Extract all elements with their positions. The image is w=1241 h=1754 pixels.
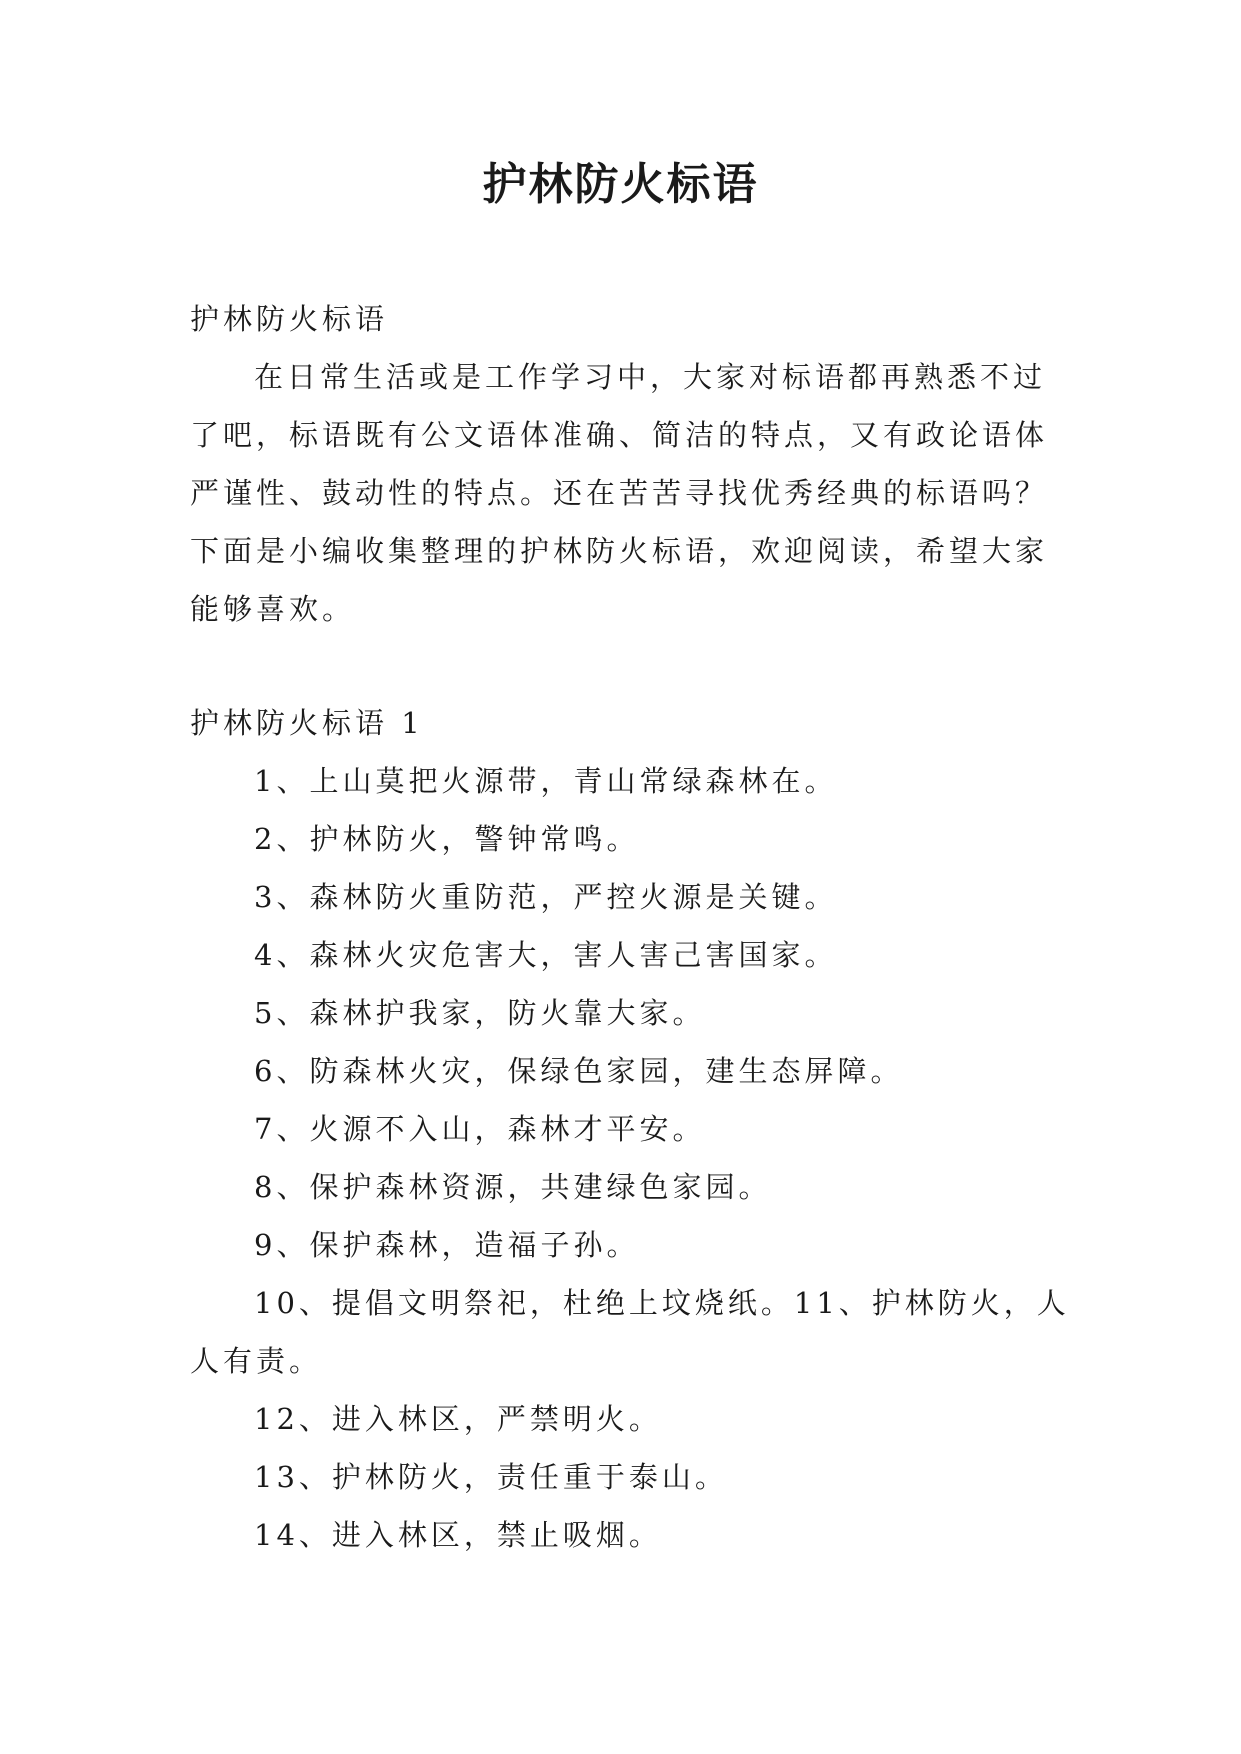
intro-line: 严谨性、鼓动性的特点。还在苦苦寻找优秀经典的标语吗？ bbox=[190, 476, 1049, 510]
section-spacer bbox=[190, 638, 1045, 694]
intro-line: 了吧，标语既有公文语体准确、简洁的特点，又有政论语体 bbox=[190, 418, 1049, 452]
intro-line: 下面是小编收集整理的护林防火标语，欢迎阅读，希望大家 bbox=[190, 534, 1049, 568]
intro-line: 在日常生活或是工作学习中，大家对标语都再熟悉不过 bbox=[254, 360, 1047, 394]
slogan-item: 3、森林防火重防范，严控火源是关键。 bbox=[254, 880, 838, 914]
slogan-item: 14、进入林区，禁止吸烟。 bbox=[254, 1518, 662, 1552]
slogan-item: 12、进入林区，严禁明火。 bbox=[254, 1402, 662, 1436]
document-title: 护林防火标语 bbox=[482, 159, 759, 210]
section-heading: 护林防火标语 1 bbox=[190, 706, 424, 740]
slogan-item: 4、森林火灾危害大，害人害己害国家。 bbox=[254, 938, 838, 972]
slogan-item: 6、防森林火灾，保绿色家园，建生态屏障。 bbox=[254, 1054, 904, 1088]
slogan-item: 9、保护森林，造福子孙。 bbox=[254, 1228, 640, 1262]
document-subtitle: 护林防火标语 bbox=[190, 302, 389, 336]
slogan-item: 13、护林防火，责任重于泰山。 bbox=[254, 1460, 728, 1494]
slogan-item: 10、提倡文明祭祀，杜绝上坟烧纸。11、护林防火，人 bbox=[254, 1286, 1070, 1320]
slogan-item: 7、火源不入山，森林才平安。 bbox=[254, 1112, 706, 1146]
slogan-item-continuation: 人有责。 bbox=[190, 1344, 323, 1378]
slogan-item: 1、上山莫把火源带，青山常绿森林在。 bbox=[254, 764, 838, 798]
intro-line: 能够喜欢。 bbox=[190, 592, 356, 626]
slogan-item: 5、森林护我家，防火靠大家。 bbox=[254, 996, 706, 1030]
slogan-item: 2、护林防火，警钟常鸣。 bbox=[254, 822, 640, 856]
slogan-item: 8、保护森林资源，共建绿色家园。 bbox=[254, 1170, 772, 1204]
document-body bbox=[190, 290, 1070, 1564]
